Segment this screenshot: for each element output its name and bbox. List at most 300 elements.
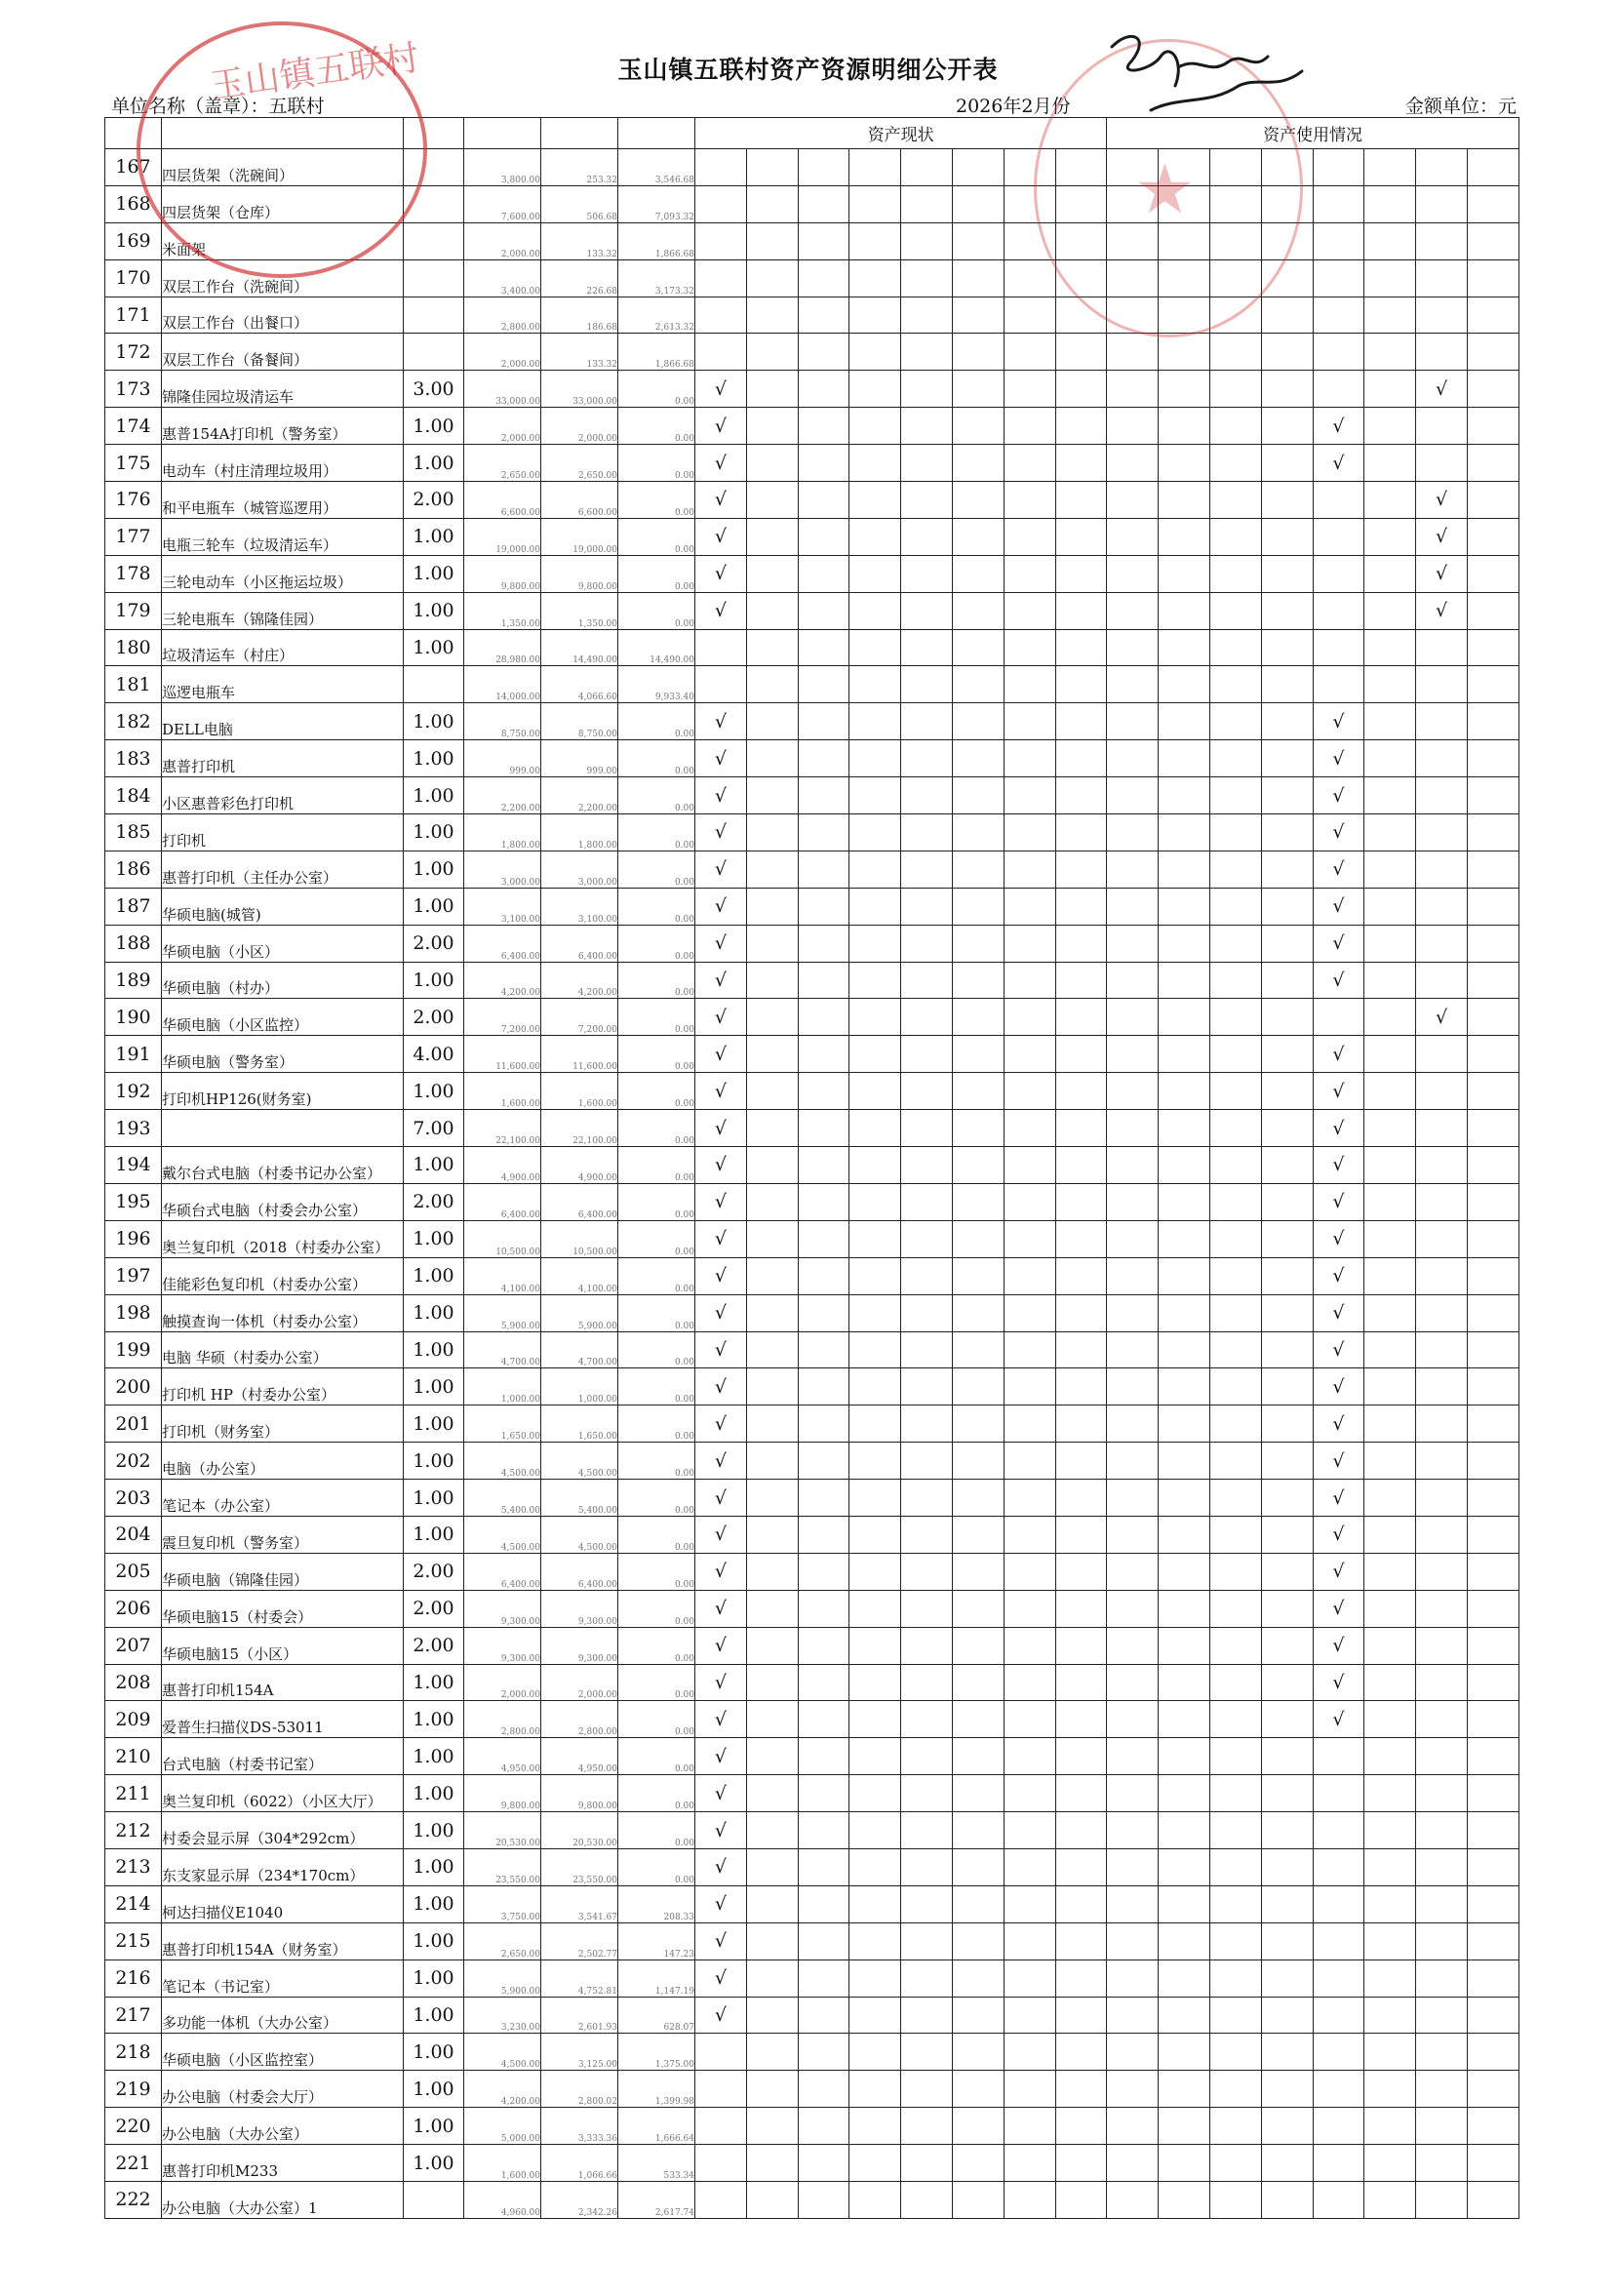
check-cell — [798, 1997, 849, 2034]
net-value: 1,666.64 — [618, 2108, 695, 2145]
asset-name: 笔记本（办公室） — [162, 1480, 404, 1517]
check-cell — [1467, 371, 1518, 408]
row-number: 220 — [105, 2108, 162, 2145]
check-cell — [849, 371, 901, 408]
check-mark: √ — [1313, 814, 1364, 851]
check-cell — [1364, 1664, 1416, 1701]
check-cell — [1364, 2034, 1416, 2071]
net-value: 0.00 — [618, 1220, 695, 1257]
check-cell — [1416, 2034, 1468, 2071]
table-row — [105, 222, 1519, 259]
table-row — [105, 1664, 1519, 1701]
table-row — [105, 518, 1519, 555]
check-cell — [1004, 1443, 1055, 1480]
check-cell — [1364, 518, 1416, 555]
check-cell — [1364, 1701, 1416, 1738]
check-cell — [1055, 445, 1107, 482]
check-cell — [798, 2181, 849, 2218]
check-mark: √ — [695, 1664, 747, 1701]
check-cell — [1209, 1516, 1261, 1553]
net-value: 0.00 — [618, 1664, 695, 1701]
asset-name: 华硕台式电脑（村委会办公室） — [162, 1183, 404, 1220]
check-cell — [1416, 629, 1468, 666]
check-cell — [1107, 518, 1159, 555]
check-cell — [952, 222, 1004, 259]
original-value: 4,100.00 — [464, 1257, 541, 1294]
check-cell — [1055, 2034, 1107, 2071]
original-value: 4,700.00 — [464, 1331, 541, 1368]
table-row — [105, 185, 1519, 222]
asset-name: 打印机HP126(财务室) — [162, 1073, 404, 1110]
row-number: 192 — [105, 1073, 162, 1110]
asset-name: 电脑（办公室） — [162, 1443, 404, 1480]
check-cell — [1261, 1368, 1313, 1405]
check-cell — [1209, 629, 1261, 666]
check-cell — [1209, 999, 1261, 1036]
original-value: 4,900.00 — [464, 1147, 541, 1184]
check-cell — [1313, 2071, 1364, 2108]
check-cell — [1467, 1368, 1518, 1405]
check-cell — [1209, 2181, 1261, 2218]
check-cell — [1209, 666, 1261, 703]
asset-quantity: 1.00 — [404, 1220, 464, 1257]
check-cell — [1055, 518, 1107, 555]
check-cell — [1107, 740, 1159, 777]
check-cell — [1467, 445, 1518, 482]
table-row — [105, 1073, 1519, 1110]
check-cell — [798, 482, 849, 519]
row-number: 188 — [105, 925, 162, 962]
check-cell — [1416, 1812, 1468, 1849]
check-cell — [901, 149, 953, 186]
check-cell — [1364, 1405, 1416, 1443]
asset-quantity: 1.00 — [404, 740, 464, 777]
row-number: 183 — [105, 740, 162, 777]
net-value: 208.33 — [618, 1885, 695, 1922]
row-number: 206 — [105, 1590, 162, 1627]
check-cell — [1004, 482, 1055, 519]
check-mark: √ — [695, 703, 747, 740]
asset-quantity: 1.00 — [404, 629, 464, 666]
check-cell — [849, 222, 901, 259]
check-cell — [1364, 1627, 1416, 1664]
check-cell — [1416, 888, 1468, 925]
check-cell — [901, 703, 953, 740]
table-body — [105, 149, 1519, 2219]
table-row — [105, 2071, 1519, 2108]
check-cell — [1467, 1294, 1518, 1331]
check-cell — [1313, 1960, 1364, 1997]
check-cell — [1107, 2108, 1159, 2145]
check-cell — [1467, 1922, 1518, 1960]
original-value: 28,980.00 — [464, 629, 541, 666]
check-cell — [849, 777, 901, 814]
check-cell — [952, 1922, 1004, 1960]
check-cell — [1261, 1812, 1313, 1849]
check-cell — [798, 999, 849, 1036]
check-cell — [1004, 666, 1055, 703]
check-cell — [746, 1701, 798, 1738]
check-mark: √ — [1313, 1110, 1364, 1147]
check-cell — [952, 297, 1004, 334]
row-number: 168 — [105, 185, 162, 222]
check-cell — [1107, 1553, 1159, 1590]
check-cell — [1055, 925, 1107, 962]
check-cell — [1159, 2034, 1210, 2071]
check-cell — [1159, 1220, 1210, 1257]
asset-name: 双层工作台（出餐口） — [162, 297, 404, 334]
check-cell — [952, 1073, 1004, 1110]
check-cell — [798, 592, 849, 629]
check-cell — [798, 1738, 849, 1775]
check-cell — [901, 1848, 953, 1885]
row-number: 201 — [105, 1405, 162, 1443]
check-cell — [1261, 1627, 1313, 1664]
check-cell — [1416, 740, 1468, 777]
asset-name: 华硕电脑（小区监控） — [162, 999, 404, 1036]
table-row — [105, 814, 1519, 851]
check-cell — [901, 1516, 953, 1553]
check-cell — [952, 2071, 1004, 2108]
check-cell — [1416, 1848, 1468, 1885]
check-cell — [849, 1812, 901, 1849]
net-value: 0.00 — [618, 592, 695, 629]
net-value: 7,093.32 — [618, 185, 695, 222]
original-value: 2,650.00 — [464, 445, 541, 482]
depreciation-value: 2,342.26 — [541, 2181, 618, 2218]
net-value: 14,490.00 — [618, 629, 695, 666]
check-cell — [952, 629, 1004, 666]
row-number: 186 — [105, 851, 162, 888]
check-cell — [1107, 1664, 1159, 1701]
check-cell — [1467, 297, 1518, 334]
check-mark: √ — [695, 1885, 747, 1922]
asset-name: 华硕电脑（小区监控室） — [162, 2034, 404, 2071]
header-blank-dep — [541, 118, 618, 149]
check-cell — [1467, 666, 1518, 703]
check-cell — [849, 740, 901, 777]
depreciation-value: 4,752.81 — [541, 1960, 618, 1997]
asset-name: 三轮电动车（小区拖运垃圾） — [162, 555, 404, 592]
check-cell — [746, 1480, 798, 1517]
original-value: 9,800.00 — [464, 555, 541, 592]
check-cell — [1159, 334, 1210, 371]
check-cell — [901, 888, 953, 925]
check-cell — [849, 1738, 901, 1775]
check-cell — [1004, 592, 1055, 629]
table-row — [105, 1738, 1519, 1775]
check-cell — [1364, 1220, 1416, 1257]
depreciation-value: 2,200.00 — [541, 777, 618, 814]
check-mark: √ — [695, 445, 747, 482]
check-cell — [1261, 1257, 1313, 1294]
table-row — [105, 1147, 1519, 1184]
check-cell — [1004, 629, 1055, 666]
net-value: 1,375.00 — [618, 2034, 695, 2071]
check-cell — [1467, 259, 1518, 297]
check-mark: √ — [1313, 1443, 1364, 1480]
check-cell — [952, 1885, 1004, 1922]
asset-quantity: 1.00 — [404, 1516, 464, 1553]
asset-quantity: 1.00 — [404, 2145, 464, 2182]
check-cell — [798, 149, 849, 186]
check-cell — [695, 2108, 747, 2145]
table-row — [105, 1257, 1519, 1294]
check-cell — [746, 1183, 798, 1220]
asset-name: 电动车（村庄清理垃圾用） — [162, 445, 404, 482]
asset-quantity: 2.00 — [404, 1627, 464, 1664]
check-cell — [1261, 1775, 1313, 1812]
original-value: 33,000.00 — [464, 371, 541, 408]
check-cell — [901, 1738, 953, 1775]
check-cell — [1364, 297, 1416, 334]
check-cell — [1313, 2145, 1364, 2182]
check-cell — [1416, 851, 1468, 888]
check-cell — [901, 777, 953, 814]
check-cell — [1159, 1480, 1210, 1517]
original-value: 14,000.00 — [464, 666, 541, 703]
asset-name: 佳能彩色复印机（村委办公室） — [162, 1257, 404, 1294]
check-cell — [901, 555, 953, 592]
net-value: 0.00 — [618, 1627, 695, 1664]
check-cell — [1467, 1775, 1518, 1812]
check-cell — [1416, 1110, 1468, 1147]
depreciation-value: 5,400.00 — [541, 1480, 618, 1517]
depreciation-value: 3,000.00 — [541, 851, 618, 888]
original-value: 8,750.00 — [464, 703, 541, 740]
check-mark: √ — [695, 518, 747, 555]
check-cell — [849, 2145, 901, 2182]
check-cell — [1004, 1775, 1055, 1812]
depreciation-value: 1,600.00 — [541, 1073, 618, 1110]
check-cell — [798, 259, 849, 297]
check-cell — [695, 629, 747, 666]
check-cell — [1467, 2145, 1518, 2182]
net-value: 0.00 — [618, 814, 695, 851]
check-cell — [746, 1368, 798, 1405]
check-cell — [1313, 1922, 1364, 1960]
asset-name: 华硕电脑15（小区） — [162, 1627, 404, 1664]
check-cell — [1004, 2034, 1055, 2071]
check-cell — [1209, 1553, 1261, 1590]
row-number: 178 — [105, 555, 162, 592]
check-cell — [952, 2181, 1004, 2218]
original-value: 10,500.00 — [464, 1220, 541, 1257]
check-cell — [1261, 999, 1313, 1036]
check-cell — [1159, 814, 1210, 851]
check-cell — [798, 297, 849, 334]
check-cell — [1364, 1294, 1416, 1331]
check-mark: √ — [695, 592, 747, 629]
depreciation-value: 2,502.77 — [541, 1922, 618, 1960]
check-cell — [849, 1701, 901, 1738]
row-number: 217 — [105, 1997, 162, 2034]
check-cell — [1209, 222, 1261, 259]
asset-table — [104, 117, 1519, 2219]
check-cell — [1416, 2145, 1468, 2182]
check-mark: √ — [1313, 1294, 1364, 1331]
check-cell — [849, 1220, 901, 1257]
check-cell — [1209, 1110, 1261, 1147]
check-cell — [1261, 259, 1313, 297]
check-cell — [746, 999, 798, 1036]
check-cell — [798, 2145, 849, 2182]
check-cell — [1364, 1147, 1416, 1184]
check-cell — [746, 1443, 798, 1480]
net-value: 0.00 — [618, 925, 695, 962]
check-cell — [1313, 149, 1364, 186]
check-cell — [952, 962, 1004, 999]
check-cell — [952, 1848, 1004, 1885]
check-cell — [1364, 1738, 1416, 1775]
check-cell — [849, 999, 901, 1036]
check-cell — [1004, 297, 1055, 334]
check-cell — [1261, 629, 1313, 666]
check-cell — [1364, 1997, 1416, 2034]
check-cell — [1107, 1294, 1159, 1331]
asset-name: 惠普154A打印机（警务室） — [162, 408, 404, 445]
original-value: 4,500.00 — [464, 1443, 541, 1480]
original-value: 6,400.00 — [464, 1183, 541, 1220]
table-row — [105, 1110, 1519, 1147]
asset-quantity: 3.00 — [404, 371, 464, 408]
row-number: 212 — [105, 1812, 162, 1849]
asset-quantity: 1.00 — [404, 851, 464, 888]
depreciation-value: 1,350.00 — [541, 592, 618, 629]
check-cell — [695, 2145, 747, 2182]
check-cell — [1364, 149, 1416, 186]
check-cell — [1313, 259, 1364, 297]
original-value: 4,500.00 — [464, 2034, 541, 2071]
check-cell — [901, 445, 953, 482]
check-cell — [1159, 1627, 1210, 1664]
check-cell — [849, 1073, 901, 1110]
row-number: 207 — [105, 1627, 162, 1664]
table-row — [105, 851, 1519, 888]
asset-quantity — [404, 334, 464, 371]
check-cell — [1055, 1738, 1107, 1775]
check-mark: √ — [1313, 408, 1364, 445]
check-cell — [1209, 518, 1261, 555]
asset-quantity: 1.00 — [404, 592, 464, 629]
check-cell — [746, 1664, 798, 1701]
check-cell — [952, 1443, 1004, 1480]
check-cell — [1416, 1738, 1468, 1775]
check-cell — [798, 445, 849, 482]
check-cell — [798, 2034, 849, 2071]
depreciation-value: 8,750.00 — [541, 703, 618, 740]
row-number: 200 — [105, 1368, 162, 1405]
check-cell — [952, 1183, 1004, 1220]
depreciation-value: 3,100.00 — [541, 888, 618, 925]
check-cell — [1416, 2108, 1468, 2145]
asset-name: 电瓶三轮车（垃圾清运车） — [162, 518, 404, 555]
check-cell — [1467, 482, 1518, 519]
check-cell — [746, 1922, 798, 1960]
check-cell — [798, 629, 849, 666]
check-cell — [901, 1220, 953, 1257]
net-value: 0.00 — [618, 1480, 695, 1517]
check-cell — [1107, 703, 1159, 740]
check-mark: √ — [695, 1110, 747, 1147]
net-value: 0.00 — [618, 703, 695, 740]
check-cell — [849, 2034, 901, 2071]
check-cell — [1209, 1368, 1261, 1405]
check-cell — [1004, 999, 1055, 1036]
depreciation-value: 11,600.00 — [541, 1036, 618, 1073]
net-value: 0.00 — [618, 1110, 695, 1147]
table-row — [105, 1701, 1519, 1738]
asset-quantity — [404, 185, 464, 222]
asset-name: 华硕电脑(城管) — [162, 888, 404, 925]
original-value: 3,400.00 — [464, 259, 541, 297]
net-value: 0.00 — [618, 1590, 695, 1627]
check-mark: √ — [695, 1812, 747, 1849]
asset-quantity: 1.00 — [404, 1294, 464, 1331]
table-row — [105, 666, 1519, 703]
check-cell — [1004, 222, 1055, 259]
check-cell — [952, 703, 1004, 740]
asset-name: 小区惠普彩色打印机 — [162, 777, 404, 814]
row-number: 218 — [105, 2034, 162, 2071]
asset-name: 打印机（财务室） — [162, 1405, 404, 1443]
check-cell — [1159, 1443, 1210, 1480]
asset-name: 奥兰复印机（6022）（小区大厅） — [162, 1775, 404, 1812]
check-cell — [1313, 2181, 1364, 2218]
check-mark: √ — [695, 1220, 747, 1257]
check-cell — [1209, 445, 1261, 482]
check-mark: √ — [1313, 1480, 1364, 1517]
row-number: 181 — [105, 666, 162, 703]
check-cell — [1107, 259, 1159, 297]
row-number: 187 — [105, 888, 162, 925]
depreciation-value: 5,900.00 — [541, 1294, 618, 1331]
table-row — [105, 2181, 1519, 2218]
check-cell — [901, 1294, 953, 1331]
check-cell — [746, 1590, 798, 1627]
check-mark: √ — [695, 1848, 747, 1885]
check-cell — [1159, 592, 1210, 629]
original-value: 9,300.00 — [464, 1627, 541, 1664]
check-cell — [1261, 1294, 1313, 1331]
check-cell — [1107, 962, 1159, 999]
check-cell — [952, 408, 1004, 445]
check-cell — [1467, 1738, 1518, 1775]
check-cell — [1313, 1775, 1364, 1812]
check-cell — [1209, 1960, 1261, 1997]
check-cell — [1055, 888, 1107, 925]
net-value: 0.00 — [618, 962, 695, 999]
check-cell — [1467, 1183, 1518, 1220]
check-cell — [1209, 1183, 1261, 1220]
row-number: 193 — [105, 1110, 162, 1147]
row-number: 197 — [105, 1257, 162, 1294]
row-number: 214 — [105, 1885, 162, 1922]
depreciation-value: 23,550.00 — [541, 1848, 618, 1885]
check-cell — [901, 999, 953, 1036]
asset-name: 双层工作台（洗碗间） — [162, 259, 404, 297]
check-cell — [1159, 1590, 1210, 1627]
check-cell — [1004, 1848, 1055, 1885]
check-cell — [1107, 2071, 1159, 2108]
check-cell — [1159, 259, 1210, 297]
row-number: 222 — [105, 2181, 162, 2218]
check-cell — [1004, 1220, 1055, 1257]
check-cell — [1416, 1480, 1468, 1517]
check-cell — [901, 1664, 953, 1701]
check-cell — [1209, 740, 1261, 777]
row-number: 173 — [105, 371, 162, 408]
